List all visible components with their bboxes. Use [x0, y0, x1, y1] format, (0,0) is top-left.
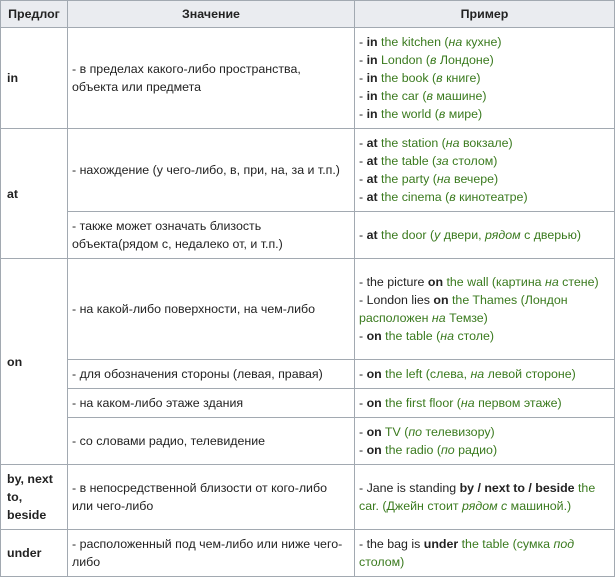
header-preposition: Предлог	[1, 1, 68, 28]
example-line: - in the car (в машине)	[359, 89, 487, 103]
table-row	[1, 530, 615, 577]
meaning-cell: - со словами радио, телевидение	[68, 418, 355, 465]
example-cell	[355, 389, 615, 418]
meaning-cell: - нахождение (у чего-либо, в, при, на, за и т.п.)	[68, 129, 355, 212]
table-row	[1, 360, 615, 389]
meaning-cell: - в пределах какого-либо пространства, объекта или предмета	[68, 28, 355, 129]
meaning-cell: - для обозначения стороны (левая, правая)	[68, 360, 355, 389]
example-line: - at the party (на вечере)	[359, 172, 499, 186]
preposition-cell: at	[1, 129, 68, 259]
example-line: - in the kitchen (на кухне)	[359, 35, 502, 49]
example-cell: - Jane is standing by / next to / beside the car. (Джейн стоит рядом с машиной.)	[355, 465, 615, 530]
table-row	[1, 28, 615, 129]
example-cell: - the picture on the wall (картина на стене) - London lies on the Thames (Лондон расположен на Темзе) - on the table (на столе)	[355, 259, 615, 360]
table-row	[1, 389, 615, 418]
example-line: - on the left (слева, на левой стороне)	[359, 367, 576, 381]
table-row	[1, 418, 615, 465]
preposition-cell: by, next to, beside	[1, 465, 68, 530]
table-row	[1, 259, 615, 360]
example-line: - in London (в Лондоне)	[359, 53, 494, 67]
header-example: Пример	[355, 1, 615, 28]
preposition-cell: in	[1, 28, 68, 129]
example-cell: - the bag is under the table (сумка под столом)	[355, 530, 615, 577]
example-line: - at the cinema (в кинотеатре)	[359, 190, 528, 204]
example-line: - on the first floor (на первом этаже)	[359, 396, 562, 410]
example-cell	[355, 28, 615, 129]
example-line: - on the radio (по радио)	[359, 443, 498, 457]
header-meaning: Значение	[68, 1, 355, 28]
meaning-cell: - на какой-либо поверхности, на чем-либо	[68, 259, 355, 360]
table-row	[1, 212, 615, 259]
preposition-cell: on	[1, 259, 68, 465]
example-cell: - at the door (у двери, рядом с дверью)	[355, 212, 615, 259]
example-cell	[355, 129, 615, 212]
meaning-cell: - в непосредственной близости от кого-либо или чего-либо	[68, 465, 355, 530]
meaning-cell: - на каком-либо этаже здания	[68, 389, 355, 418]
example-cell	[355, 360, 615, 389]
example-cell	[355, 418, 615, 465]
example-line: - at the station (на вокзале)	[359, 136, 513, 150]
example-line: - in the world (в мире)	[359, 107, 483, 121]
preposition-cell: under	[1, 530, 68, 577]
header-row	[1, 1, 615, 28]
meaning-cell: - также может означать близость объекта(рядом с, недалеко от, и т.п.)	[68, 212, 355, 259]
example-line: - on TV (по телевизору)	[359, 425, 495, 439]
meaning-cell: - расположенный под чем-либо или ниже чего-либо	[68, 530, 355, 577]
table-row	[1, 465, 615, 530]
example-line: - in the book (в книге)	[359, 71, 481, 85]
table-row	[1, 129, 615, 212]
example-line: - at the table (за столом)	[359, 154, 498, 168]
